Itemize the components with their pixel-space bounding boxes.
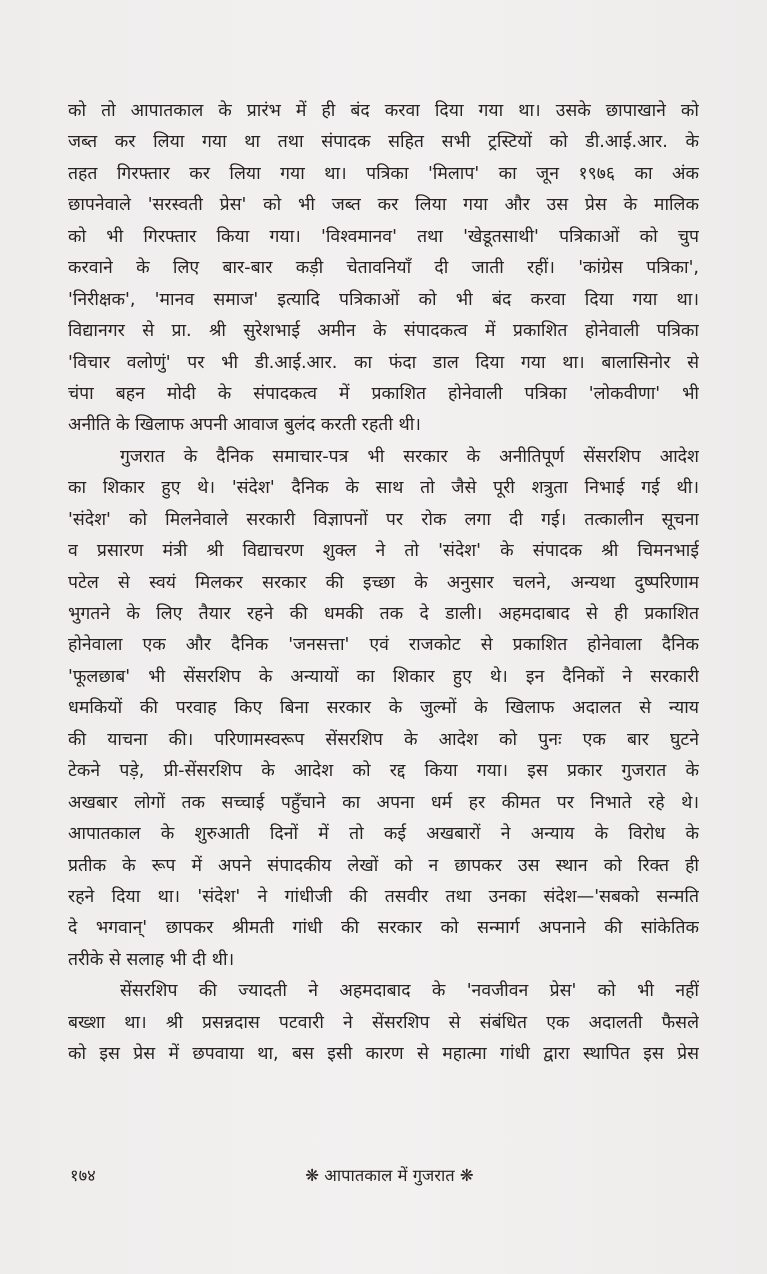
text-line: व प्रसारण मंत्री श्री विद्याचरण शुक्ल ने तो 'संदेश' के संपादक श्री चिमनभाई (68, 541, 699, 562)
text-line: करवाने के लिए बार-बार कड़ी चेतावनियाँ दी जाती रहीं। 'कांग्रेस पत्रिका', (68, 258, 699, 279)
text-line: सेंसरशिप की ज्यादती ने अहमदाबाद के 'नवजीवन प्रेस' को भी नहीं (120, 981, 699, 1002)
body-text (68, 96, 699, 1071)
text-line: बख्शा था। श्री प्रसन्नदास पटवारी ने सेंसरशिप से संबंधित एक अदालती फैसले (68, 1012, 699, 1033)
paragraph (68, 442, 699, 976)
text-line: आपातकाल के शुरुआती दिनों में तो कई अखबारों ने अन्याय के विरोध के (68, 824, 699, 845)
text-line: 'निरीक्षक', 'मानव समाज' इत्यादि पत्रिकाओं को भी बंद करवा दिया गया था। (68, 289, 699, 310)
text-line: भुगतने के लिए तैयार रहने की धमकी तक दे डाली। अहमदाबाद से ही प्रकाशित (68, 604, 699, 624)
text-line: तरीके से सलाह भी दी थी। (68, 949, 235, 970)
text-line: 'फूलछाब' भी सेंसरशिप के अन्यायों का शिकार हुए थे। इन दैनिकों ने सरकारी (68, 666, 699, 687)
text-line: को भी गिरफ्तार किया गया। 'विश्वमानव' तथा 'खेडूतसाथी' पत्रिकाओं को चुप (68, 226, 699, 247)
text-line: दे भगवान्' छापकर श्रीमती गांधी की सरकार को सन्मार्ग अपनाने की सांकेतिक (68, 918, 699, 939)
text-line: तहत गिरफ्तार कर लिया गया था। पत्रिका 'मिलाप' का जून १९७६ का अंक (68, 163, 699, 184)
page-footer (68, 1163, 699, 1193)
text-line: धमकियों की परवाह किए बिना सरकार के जुल्मों के खिलाफ अदालत से न्याय (68, 698, 699, 719)
text-line: टेकने पड़े, प्री-सेंसरशिप के आदेश को रद्द किया गया। इस प्रकार गुजरात के (68, 761, 699, 782)
text-line: रहने दिया था। 'संदेश' ने गांधीजी की तसवीर तथा उनका संदेश—'सबको सन्मति (68, 886, 699, 907)
text-line: पटेल से स्वयं मिलकर सरकार की इच्छा के अनुसार चलने, अन्यथा दुष्परिणाम (68, 572, 699, 593)
text-line: छापनेवाले 'सरस्वती प्रेस' को भी जब्त कर लिया गया और उस प्रेस के मालिक (68, 195, 699, 216)
text-line: अनीति के खिलाफ अपनी आवाज बुलंद करती रहती थी। (68, 415, 421, 436)
text-line: 'संदेश' को मिलनेवाले सरकारी विज्ञापनों पर रोक लगा दी गई। तत्कालीन सूचना (68, 509, 699, 530)
paragraph (68, 976, 699, 1070)
paragraph (68, 96, 699, 442)
text-line: विद्यानगर से प्रा. श्री सुरेशभाई अमीन के संपादकत्व में प्रकाशित होनेवाली पत्रिका (68, 321, 699, 342)
text-line: चंपा बहन मोदी के संपादकत्व में प्रकाशित होनेवाली पत्रिका 'लोकवीणा' भी (68, 383, 699, 404)
text-line: प्रतीक के रूप में अपने संपादकीय लेखों को न छापकर उस स्थान को रिक्त ही (68, 855, 699, 876)
text-line: को तो आपातकाल के प्रारंभ में ही बंद करवा दिया गया था। उसके छापाखाने को (68, 101, 699, 121)
text-line: होनेवाला एक और दैनिक 'जनसत्ता' एवं राजकोट से प्रकाशित होनेवाला दैनिक (68, 635, 699, 656)
text-line: 'विचार वलोणुं' पर भी डी.आई.आर. का फंदा डाल दिया गया था। बालासिनोर से (68, 352, 699, 373)
text-line: गुजरात के दैनिक समाचार-पत्र भी सरकार के अनीतिपूर्ण सेंसरशिप आदेश (120, 446, 699, 467)
text-line: का शिकार हुए थे। 'संदेश' दैनिक के साथ तो जैसे पूरी शत्रुता निभाई गई थी। (68, 478, 699, 499)
text-line: को इस प्रेस में छपवाया था, बस इसी कारण से महात्मा गांधी द्वारा स्थापित इस प्रेस (68, 1044, 699, 1065)
running-title: ❋ आपातकाल में गुजरात ❋ (305, 1166, 474, 1185)
text-line: की याचना की। परिणामस्वरूप सेंसरशिप के आदेश को पुनः एक बार घुटने (68, 729, 699, 750)
page-number: १७४ (70, 1166, 96, 1185)
text-line: जब्त कर लिया गया था तथा संपादक सहित सभी ट्रस्टियों को डी.आई.आर. के (68, 132, 699, 153)
text-line: अखबार लोगों तक सच्चाई पहुँचाने का अपना धर्म हर कीमत पर निभाते रहे थे। (68, 792, 699, 813)
